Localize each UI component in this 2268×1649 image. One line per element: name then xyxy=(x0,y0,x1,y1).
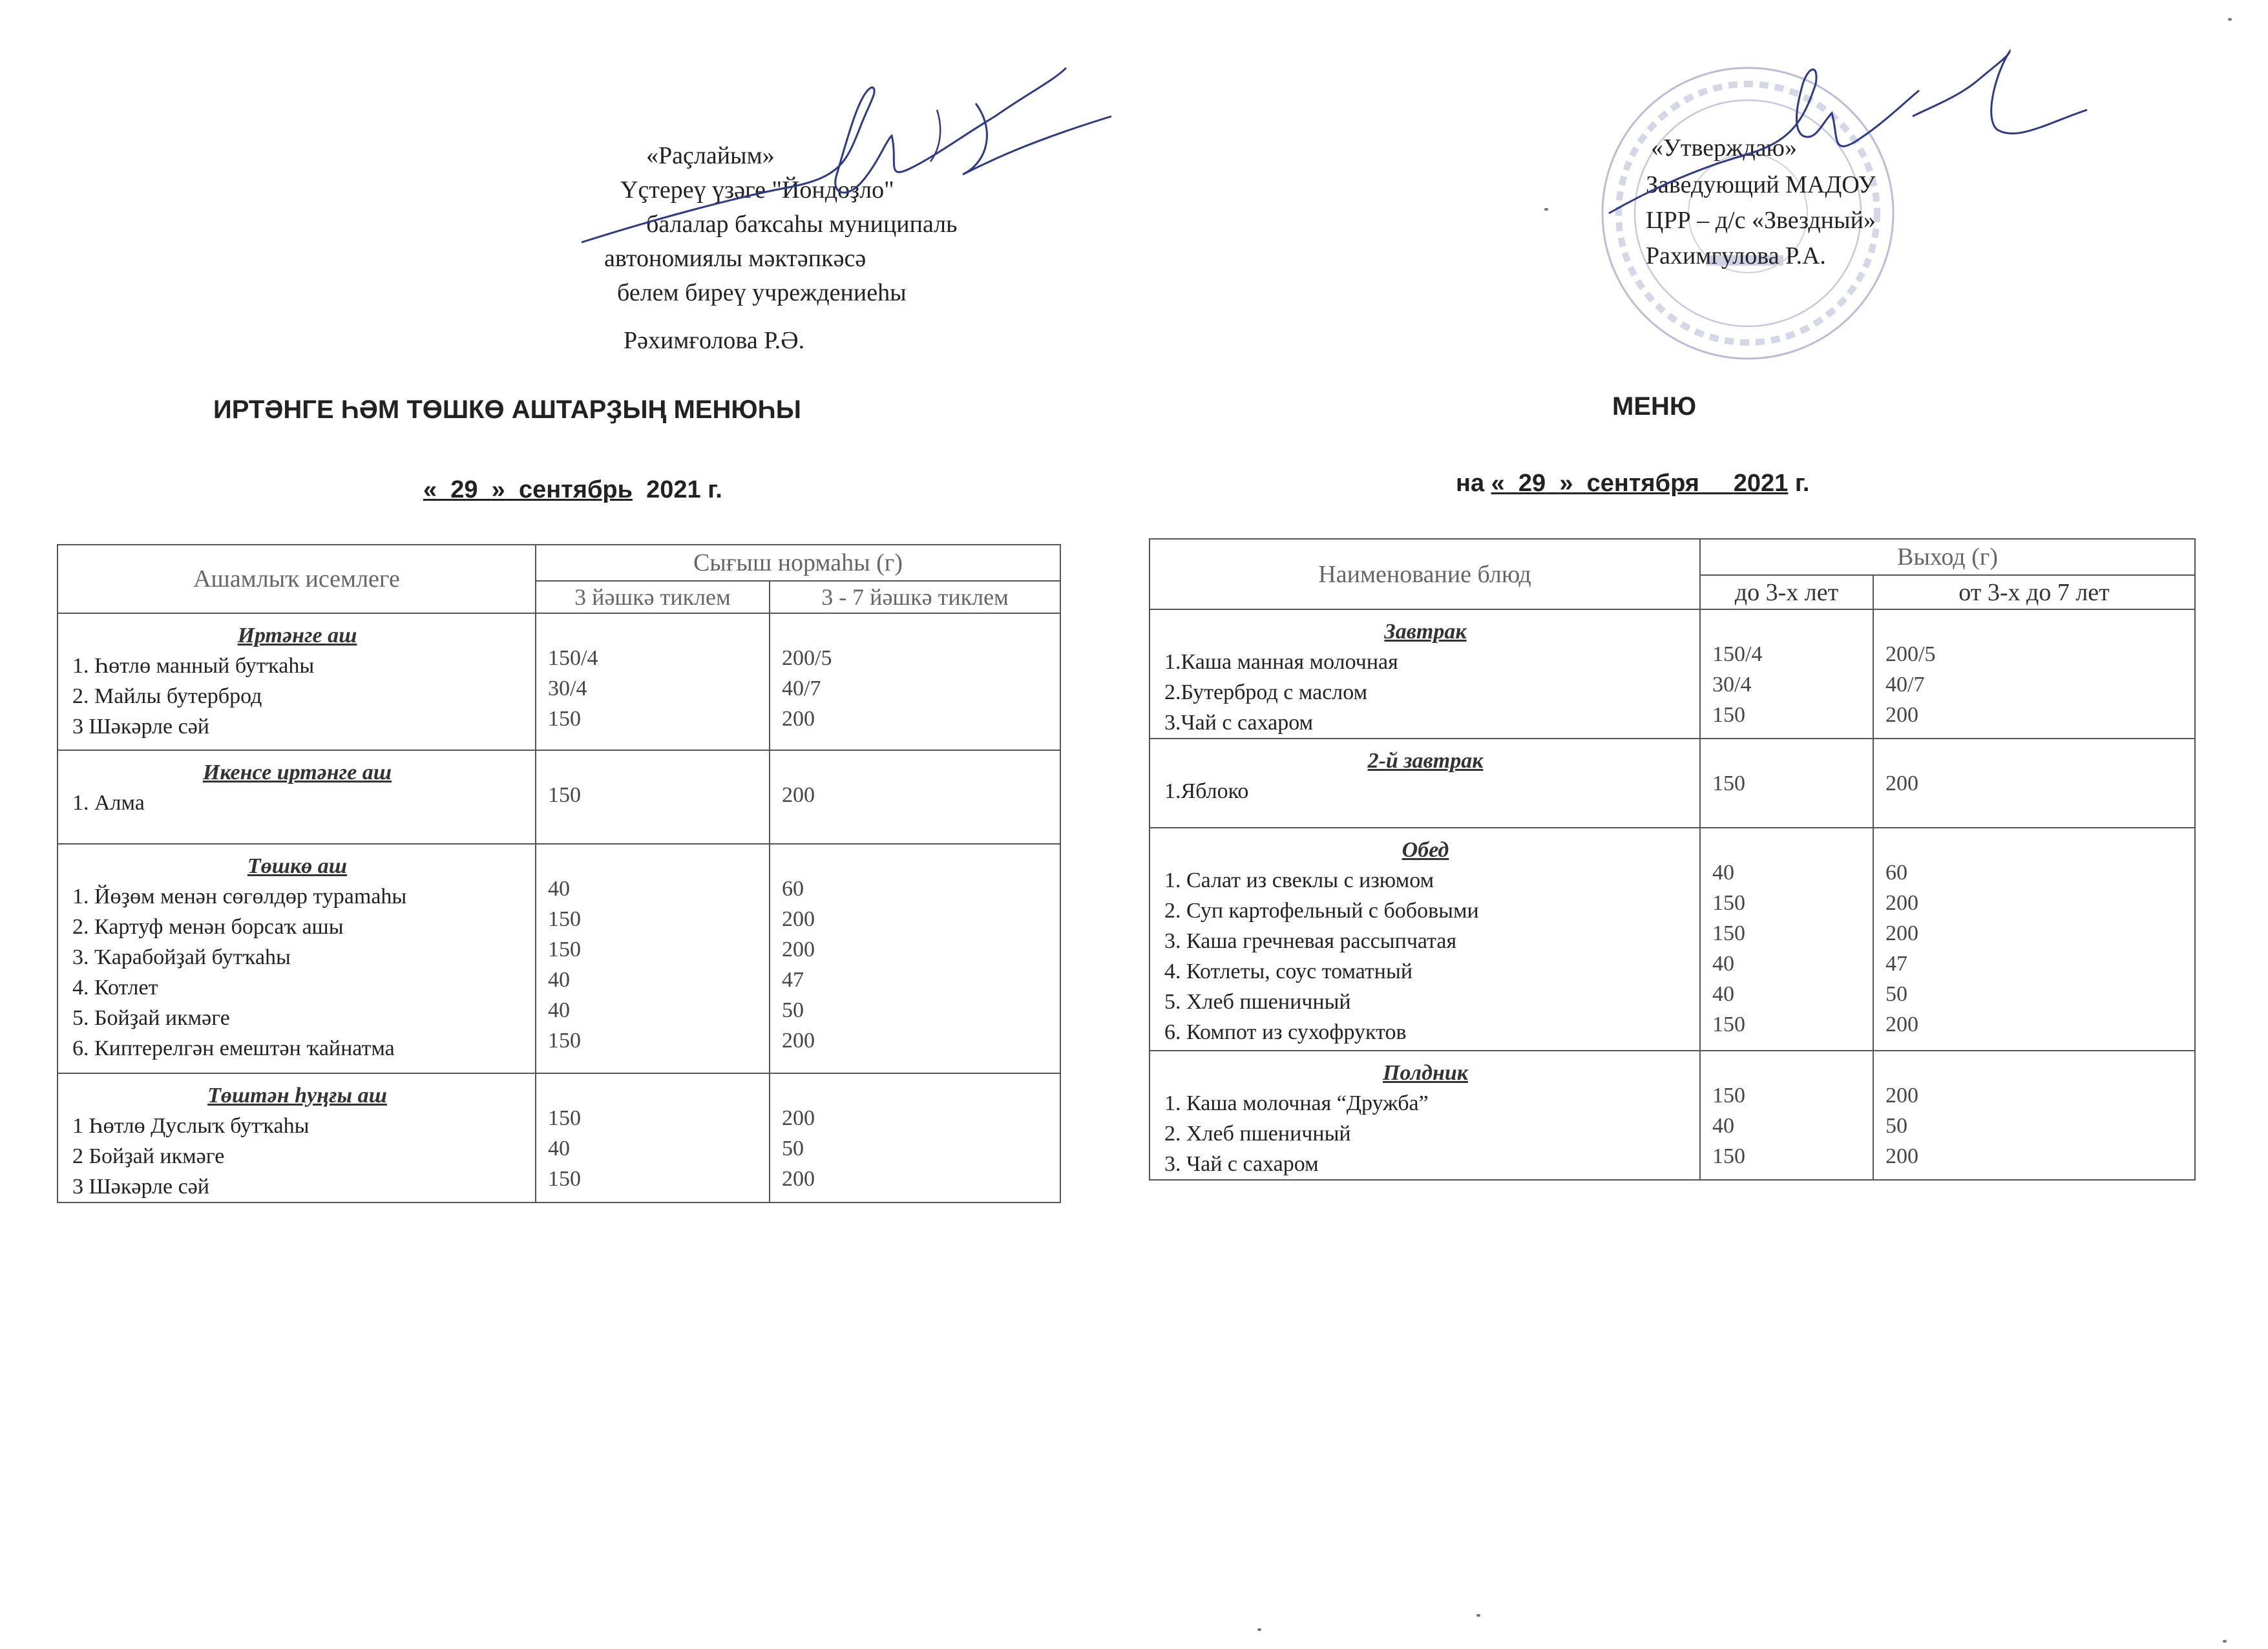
right-output-value: 40 xyxy=(1712,861,1734,885)
left-norm-value: 200 xyxy=(782,907,815,931)
right-dish-item: 2.Бутерброд с маслом xyxy=(1164,680,1368,704)
right-section-title: 2-й завтрак xyxy=(1367,749,1484,773)
right-output-value: 150 xyxy=(1712,703,1745,727)
right-date-year-part-2: 21 xyxy=(1761,470,1789,497)
scan-speck xyxy=(2223,1640,2227,1643)
right-output-value: 40/7 xyxy=(1885,673,1925,697)
scan-speck xyxy=(1476,1614,1480,1617)
left-header-age-1: 3 йәшкә тиклем xyxy=(536,581,770,613)
right-approval-line-3: ЦРР – д/с «Звездный» xyxy=(1646,207,1876,234)
right-output-value: 200 xyxy=(1885,891,1918,915)
right-dish-item: 1. Каша молочная “Дружба” xyxy=(1164,1091,1429,1115)
left-norm-value: 200 xyxy=(782,783,815,807)
right-dish-item: 2. Хлеб пшеничный xyxy=(1164,1122,1351,1146)
right-output-value: 150/4 xyxy=(1712,642,1763,666)
scan-speck xyxy=(2228,18,2232,21)
right-output-value: 150 xyxy=(1712,1084,1745,1108)
right-menu-table xyxy=(1149,538,2196,1181)
left-norm-value: 150 xyxy=(548,1106,581,1130)
left-norm-value: 150 xyxy=(548,938,581,961)
left-section-title: Төшкө аш xyxy=(247,854,348,878)
right-header-age-2: от 3-х до 7 лет xyxy=(1873,575,2195,609)
right-date-open-quote: « xyxy=(1491,470,1505,497)
right-dish-item: 1. Салат из свеклы с изюмом xyxy=(1164,868,1434,892)
right-date-month: сентября xyxy=(1586,470,1699,497)
right-date-close-quote: » xyxy=(1559,470,1573,497)
right-output-value: 150 xyxy=(1712,1013,1745,1036)
left-dish-item: 2. Майлы бутерброд xyxy=(72,684,262,708)
left-dish-item: 2. Картуф менән борсаҡ ашы xyxy=(72,915,344,939)
left-norm-value: 30/4 xyxy=(548,677,587,700)
right-section-title: Обед xyxy=(1402,838,1449,862)
right-output-value: 200 xyxy=(1885,1084,1918,1108)
left-header-output: Сығыш нормаһы (г) xyxy=(536,545,1060,581)
left-date-close-quote: » xyxy=(491,476,505,503)
left-date-year: 2021 г. xyxy=(646,476,722,503)
left-norm-value: 200/5 xyxy=(782,646,832,670)
left-norm-value: 200 xyxy=(782,1029,815,1053)
left-norm-value: 200 xyxy=(782,938,815,961)
left-dish-item: 6. Киптерелгән емештән ҡайнатма xyxy=(72,1036,395,1060)
right-dish-item: 1.Яблоко xyxy=(1164,779,1249,803)
right-approval-line-4: Рахимгулова Р.А. xyxy=(1646,242,1826,269)
right-date-day: 29 xyxy=(1518,470,1546,497)
left-dish-item: 1. Алма xyxy=(72,791,145,815)
left-header-age-2: 3 - 7 йәшкә тиклем xyxy=(770,581,1060,613)
left-norm-value: 200 xyxy=(782,1167,815,1191)
left-norm-value: 150 xyxy=(548,907,581,931)
right-approval-line-2: Заведующий МАДОУ xyxy=(1646,171,1876,198)
right-dish-item: 3.Чай с сахаром xyxy=(1164,711,1314,735)
left-section-second-breakfast xyxy=(58,750,1060,844)
left-dish-item: 1 Һөтлө Дуслыҡ бутҡаһы xyxy=(72,1114,310,1138)
right-output-value: 60 xyxy=(1885,861,1907,885)
left-date-line xyxy=(423,476,722,504)
left-norm-value: 50 xyxy=(782,998,804,1022)
right-date-prefix: на xyxy=(1456,470,1485,497)
left-approval-line-4: автономиялы мәктәпкәсә xyxy=(604,245,866,272)
right-dish-item: 4. Котлеты, соус томатный xyxy=(1164,960,1413,983)
right-section-title: Полдник xyxy=(1383,1061,1468,1085)
left-dish-item: 1. Йөҙөм менән сөгөлдөр тураmаһы xyxy=(72,885,407,909)
left-dish-item: 3 Шәкәрле сәй xyxy=(72,1175,209,1199)
left-header-dish: Ашамлыҡ исемлеге xyxy=(58,545,536,613)
right-output-value: 200 xyxy=(1885,921,1918,945)
right-dish-item: 6. Компот из сухофруктов xyxy=(1164,1020,1407,1044)
right-dish-item: 5. Хлеб пшеничный xyxy=(1164,990,1351,1014)
right-output-value: 200 xyxy=(1885,1013,1918,1036)
right-date-year-part-1: 20 xyxy=(1733,470,1761,497)
left-approval-line-6: Рәхимғолова Р.Ә. xyxy=(624,327,805,354)
right-approval-line-1: «Утверждаю» xyxy=(1651,134,1797,162)
left-norm-value: 150 xyxy=(548,783,581,807)
left-dish-item: 3. Ҡарабойҙай бутҡаһы xyxy=(72,945,291,969)
scan-speck xyxy=(1544,208,1548,211)
right-output-value: 40 xyxy=(1712,1114,1734,1138)
left-menu-title: ИРТӘНГЕ ҺӘМ ТӨШКӨ АШТАРҘЫҢ МЕНЮҺЫ xyxy=(213,395,801,424)
right-menu-title: МЕНЮ xyxy=(1612,392,1697,421)
right-output-value: 150 xyxy=(1712,921,1745,945)
left-date-day: 29 xyxy=(450,476,478,503)
right-section-breakfast xyxy=(1150,609,2195,739)
left-norm-value: 50 xyxy=(782,1137,804,1161)
left-section-title: Икенсе иртәнге аш xyxy=(202,761,392,784)
left-norm-value: 150/4 xyxy=(548,646,598,670)
left-norm-value: 150 xyxy=(548,707,581,731)
left-dish-item: 4. Котлет xyxy=(72,976,158,1000)
left-date-open-quote: « xyxy=(423,476,437,503)
left-section-breakfast xyxy=(58,613,1060,750)
left-section-title: Иртәнге аш xyxy=(237,624,357,647)
right-output-value: 50 xyxy=(1885,1114,1907,1138)
right-section-second-breakfast xyxy=(1150,739,2195,828)
left-menu-table xyxy=(57,544,1061,1203)
right-output-value: 40 xyxy=(1712,982,1734,1006)
left-dish-item: 2 Бойҙай икмәге xyxy=(72,1144,225,1168)
right-output-value: 200 xyxy=(1885,703,1918,727)
left-dish-item: 1. Һөтлө манный бутҡаһы xyxy=(72,654,315,678)
left-norm-value: 40 xyxy=(548,877,570,901)
left-section-afternoon-snack xyxy=(58,1073,1060,1203)
left-norm-value: 40 xyxy=(548,1137,570,1161)
right-output-value: 50 xyxy=(1885,982,1907,1006)
right-date-line xyxy=(1456,470,1809,498)
left-approval-line-3: балалар баҡсаһы муниципаль xyxy=(646,211,958,238)
right-header-age-1: до 3-х лет xyxy=(1700,575,1873,609)
right-dish-item: 1.Каша манная молочная xyxy=(1164,650,1398,674)
left-approval-line-5: белем биреү учреждениеһы xyxy=(617,279,907,306)
right-dish-item: 3. Каша гречневая рассыпчатая xyxy=(1164,929,1457,953)
right-output-value: 150 xyxy=(1712,891,1745,915)
right-output-value: 200 xyxy=(1885,1144,1918,1168)
scan-speck xyxy=(1257,1628,1261,1631)
right-date-suffix: г. xyxy=(1794,470,1810,497)
left-approval-line-2: Үçтереү үзәге "Йондоҙло" xyxy=(620,176,894,204)
right-header-output: Выход (г) xyxy=(1700,539,2195,575)
right-section-afternoon-snack xyxy=(1150,1051,2195,1180)
left-norm-value: 200 xyxy=(782,1106,815,1130)
left-date-month: сентябрь xyxy=(518,476,633,503)
left-norm-value: 150 xyxy=(548,1029,581,1053)
left-section-title: Төштән һуңғы аш xyxy=(207,1084,387,1108)
left-signature xyxy=(575,65,1131,258)
right-output-value: 150 xyxy=(1712,1144,1745,1168)
right-signature xyxy=(1596,45,2113,226)
left-norm-value: 60 xyxy=(782,877,804,901)
right-dish-item: 3. Чай с сахаром xyxy=(1164,1152,1319,1176)
left-norm-value: 47 xyxy=(782,968,804,992)
right-section-title: Завтрак xyxy=(1384,620,1467,644)
left-dish-item: 5. Бойҙай икмәге xyxy=(72,1006,230,1030)
left-norm-value: 200 xyxy=(782,707,815,731)
left-section-lunch xyxy=(58,844,1060,1073)
right-output-value: 30/4 xyxy=(1712,673,1752,697)
left-norm-value: 40 xyxy=(548,998,570,1022)
right-output-value: 40 xyxy=(1712,952,1734,976)
right-output-value: 150 xyxy=(1712,772,1745,795)
left-norm-value: 40 xyxy=(548,968,570,992)
left-dish-item: 3 Шәкәрле сәй xyxy=(72,715,209,739)
right-output-value: 47 xyxy=(1885,952,1907,976)
right-output-value: 200/5 xyxy=(1885,642,1936,666)
left-norm-value: 150 xyxy=(548,1167,581,1191)
left-approval-line-1: «Раçлайым» xyxy=(646,142,775,169)
right-header-dish: Наименование блюд xyxy=(1150,539,1700,609)
right-output-value: 200 xyxy=(1885,772,1918,795)
right-dish-item: 2. Суп картофельный с бобовыми xyxy=(1164,899,1479,923)
left-norm-value: 40/7 xyxy=(782,677,821,700)
right-section-lunch xyxy=(1150,828,2195,1051)
